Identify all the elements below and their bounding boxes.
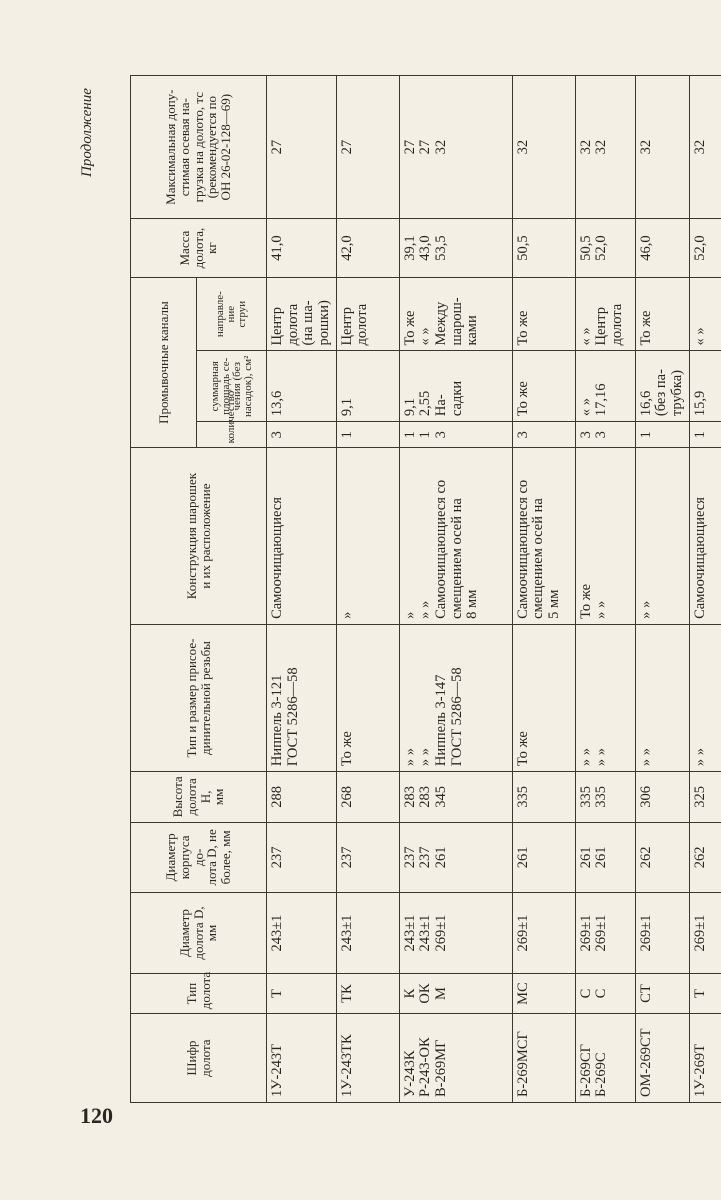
cell-mass bbox=[635, 219, 689, 278]
cell-count bbox=[512, 422, 575, 448]
cell-mass bbox=[336, 219, 399, 278]
cell-line: 41,0 bbox=[269, 235, 285, 261]
cell-diameter bbox=[689, 893, 721, 974]
cell-line: рошки) bbox=[315, 300, 332, 346]
cell-line: (без па- bbox=[653, 369, 670, 417]
cell-cones bbox=[399, 448, 512, 625]
header-type: Тип долота bbox=[131, 973, 267, 1013]
cell-line: 283 bbox=[417, 785, 434, 808]
cell-thread bbox=[689, 624, 721, 771]
cell-direction bbox=[336, 277, 399, 351]
cell-type bbox=[512, 973, 575, 1013]
cell-line: 52,0 bbox=[691, 235, 708, 261]
cell-line: 16,6 bbox=[637, 390, 654, 417]
cell-line: 262 bbox=[691, 846, 708, 869]
cell-line: Ниппель 3-121 bbox=[269, 674, 285, 767]
cell-code bbox=[635, 1014, 689, 1103]
cell-code bbox=[336, 1014, 399, 1103]
cell-line: 15,9 bbox=[691, 390, 708, 417]
cell-line: 32 bbox=[691, 139, 708, 155]
cell-line: Т bbox=[691, 989, 708, 998]
table-row bbox=[575, 76, 635, 1103]
cell-diameter bbox=[267, 893, 337, 974]
cell-type bbox=[399, 973, 512, 1013]
cell-line: 335 bbox=[514, 785, 531, 808]
cell-line: Р-243-ОК bbox=[417, 1037, 434, 1097]
cell-line: 335 bbox=[577, 785, 594, 808]
cell-line: 52,0 bbox=[593, 235, 610, 261]
cell-line: 1У-243ТК bbox=[338, 1034, 355, 1097]
header-channels-group: Промывочные каналы bbox=[131, 277, 197, 447]
header-body-diameter: Диаметр корпуса до- лота D, не более, мм bbox=[131, 822, 267, 893]
cell-thread bbox=[575, 624, 635, 771]
cell-cones bbox=[267, 448, 337, 625]
cell-line: 1 bbox=[401, 431, 418, 439]
cell-diameter bbox=[575, 893, 635, 974]
cell-area bbox=[689, 351, 721, 422]
cell-body-diameter bbox=[336, 822, 399, 893]
cell-count bbox=[267, 422, 337, 448]
cell-line: » » bbox=[637, 748, 654, 767]
cell-line: « » bbox=[577, 397, 594, 417]
cell-line: » » bbox=[593, 748, 610, 767]
cell-line: ГОСТ 5286—58 bbox=[448, 667, 465, 767]
cell-load bbox=[399, 76, 512, 219]
cell-line: 27 bbox=[401, 139, 418, 155]
cell-line: 237 bbox=[401, 846, 418, 869]
cell-line: 335 bbox=[593, 785, 610, 808]
cell-line: 243±1 bbox=[401, 914, 418, 952]
cell-line: » bbox=[401, 611, 418, 619]
cell-line: » » bbox=[593, 600, 610, 619]
cell-line: 243±1 bbox=[338, 914, 355, 952]
cell-line: 325 bbox=[691, 785, 708, 808]
cell-line: 261 bbox=[577, 846, 594, 869]
cell-line: ТК bbox=[338, 984, 355, 1003]
cell-count bbox=[575, 422, 635, 448]
cell-thread bbox=[336, 624, 399, 771]
cell-direction bbox=[689, 277, 721, 351]
cell-line: 3 bbox=[593, 431, 610, 439]
cell-height bbox=[336, 772, 399, 822]
cell-line: » bbox=[338, 611, 355, 619]
cell-load bbox=[635, 76, 689, 219]
cell-line: То же bbox=[577, 583, 594, 619]
cell-line: 237 bbox=[338, 846, 355, 869]
cell-line: 288 bbox=[269, 785, 285, 808]
cell-height bbox=[635, 772, 689, 822]
cell-line: 3 bbox=[577, 431, 594, 439]
cell-load bbox=[336, 76, 399, 219]
cell-line: 1 bbox=[691, 431, 708, 439]
cell-line: То же bbox=[401, 310, 418, 346]
cell-body-diameter bbox=[267, 822, 337, 893]
cell-line: 32 bbox=[577, 139, 594, 155]
cell-line: 43,0 bbox=[417, 235, 434, 261]
cell-line: 27 bbox=[269, 139, 285, 155]
cell-line: 13,6 bbox=[269, 390, 285, 417]
cell-line: Б-269СГ bbox=[577, 1044, 594, 1097]
cell-line: В-269МГ bbox=[432, 1039, 449, 1097]
cell-load bbox=[512, 76, 575, 219]
table-row bbox=[267, 76, 337, 1103]
cell-code bbox=[267, 1014, 337, 1103]
table-body bbox=[267, 76, 721, 1103]
cell-line: С bbox=[577, 988, 594, 999]
cell-load bbox=[267, 76, 337, 219]
cell-line: 269±1 bbox=[432, 914, 449, 952]
cell-mass bbox=[399, 219, 512, 278]
cell-cones bbox=[575, 448, 635, 625]
cell-line: МС bbox=[514, 982, 531, 1005]
cell-height bbox=[575, 772, 635, 822]
cell-load bbox=[575, 76, 635, 219]
cell-line: долота bbox=[608, 303, 625, 346]
cell-mass bbox=[575, 219, 635, 278]
cell-line: 269±1 bbox=[637, 914, 654, 952]
cell-cones bbox=[512, 448, 575, 625]
cell-height bbox=[267, 772, 337, 822]
cell-line: 27 bbox=[417, 139, 434, 155]
cell-line: (на ша- bbox=[300, 300, 317, 346]
cell-line: На- bbox=[432, 394, 449, 417]
cell-mass bbox=[267, 219, 337, 278]
cell-cones bbox=[689, 448, 721, 625]
cell-line: Б-269МСГ bbox=[514, 1031, 531, 1097]
cell-area bbox=[575, 351, 635, 422]
cell-line: » » bbox=[637, 600, 654, 619]
cell-line: 262 bbox=[637, 846, 654, 869]
cell-line: Т bbox=[269, 989, 285, 998]
cell-type bbox=[267, 973, 337, 1013]
cell-thread bbox=[399, 624, 512, 771]
cell-direction bbox=[267, 277, 337, 351]
cell-line: долота bbox=[354, 303, 371, 346]
cell-line: Самоочищающиеся со bbox=[514, 479, 531, 619]
cell-body-diameter bbox=[399, 822, 512, 893]
cell-area bbox=[512, 351, 575, 422]
cell-line: смещением осей на bbox=[448, 498, 465, 619]
cell-line: 9,1 bbox=[401, 397, 418, 417]
cell-line: 1 bbox=[637, 431, 654, 439]
cell-line: » » bbox=[577, 748, 594, 767]
cell-line: 17,16 bbox=[593, 383, 610, 417]
cell-diameter bbox=[336, 893, 399, 974]
table-row bbox=[635, 76, 689, 1103]
cell-direction bbox=[575, 277, 635, 351]
cell-line: 243±1 bbox=[269, 914, 285, 952]
header-channels-area: суммарная площадь се- чения (без насадок), см² bbox=[197, 351, 267, 422]
cell-type bbox=[336, 973, 399, 1013]
cell-line: Ниппель 3-147 bbox=[432, 674, 449, 767]
cell-line: 237 bbox=[269, 846, 285, 869]
cell-line: 269±1 bbox=[593, 914, 610, 952]
cell-type bbox=[689, 973, 721, 1013]
header-channels-count: количество bbox=[197, 422, 267, 448]
cell-line: 1У-243Т bbox=[269, 1044, 285, 1097]
cell-line: 46,0 bbox=[637, 235, 654, 261]
cell-line: У-243К bbox=[401, 1050, 418, 1097]
cell-line: То же bbox=[338, 731, 355, 767]
cell-diameter bbox=[635, 893, 689, 974]
cell-area bbox=[399, 351, 512, 422]
cell-line: 283 bbox=[401, 785, 418, 808]
cell-line: Самоочищающиеся bbox=[691, 497, 708, 619]
cell-line: 3 bbox=[269, 431, 285, 439]
cell-height bbox=[512, 772, 575, 822]
cell-line: 9,1 bbox=[338, 397, 355, 417]
header-thread: Тип и размер присое- динительной резьбы bbox=[131, 624, 267, 771]
cell-line: долота bbox=[284, 303, 301, 346]
cell-line: ОМ-269СТ bbox=[637, 1028, 654, 1097]
cell-area bbox=[267, 351, 337, 422]
cell-line: То же bbox=[514, 381, 531, 417]
cell-code bbox=[399, 1014, 512, 1103]
cell-thread bbox=[635, 624, 689, 771]
table-rotation-frame bbox=[130, 75, 708, 1103]
cell-line: 3 bbox=[432, 431, 449, 439]
cell-height bbox=[399, 772, 512, 822]
cell-line: 3 bbox=[514, 431, 531, 439]
cell-line: » » bbox=[417, 600, 434, 619]
cell-line: То же bbox=[514, 731, 531, 767]
cell-line: 269±1 bbox=[514, 914, 531, 952]
cell-line: 1 bbox=[417, 431, 434, 439]
cell-line: ками bbox=[464, 315, 481, 346]
cell-cones bbox=[336, 448, 399, 625]
cell-body-diameter bbox=[512, 822, 575, 893]
cell-line: шарош- bbox=[448, 297, 465, 346]
cell-line: Центр bbox=[593, 307, 610, 346]
cell-type bbox=[575, 973, 635, 1013]
header-channels-direction: направле- ние струи bbox=[197, 277, 267, 351]
cell-line: ГОСТ 5286—58 bbox=[284, 667, 301, 767]
cell-line: 269±1 bbox=[691, 914, 708, 952]
cell-body-diameter bbox=[635, 822, 689, 893]
cell-line: 237 bbox=[417, 846, 434, 869]
cell-line: 32 bbox=[593, 139, 610, 155]
header-max-load: Максимальная допу- стимая осевая на- грузка на долото, тс (рекомендуется по ОН 26-02-128—69) bbox=[131, 76, 267, 219]
cell-mass bbox=[689, 219, 721, 278]
cell-count bbox=[399, 422, 512, 448]
cell-line: трубка) bbox=[668, 369, 685, 417]
page-number: 120 bbox=[80, 1103, 113, 1128]
header-cones: Конструкция шарошек и их расположение bbox=[131, 448, 267, 625]
header-height: Высота долота H, мм bbox=[131, 772, 267, 822]
cell-line: К bbox=[401, 988, 418, 999]
cell-line: 243±1 bbox=[417, 914, 434, 952]
drill-bits-table bbox=[130, 75, 721, 1103]
cell-line: » » bbox=[417, 748, 434, 767]
cell-line: 8 мм bbox=[464, 589, 481, 619]
cell-line: 261 bbox=[514, 846, 531, 869]
cell-code bbox=[575, 1014, 635, 1103]
cell-diameter bbox=[512, 893, 575, 974]
cell-line: 1У-269Т bbox=[691, 1044, 708, 1097]
cell-area bbox=[336, 351, 399, 422]
cell-line: » » bbox=[401, 748, 418, 767]
header-diameter: Диаметр долота D, мм bbox=[131, 893, 267, 974]
cell-line: То же bbox=[637, 310, 654, 346]
cell-line: Между bbox=[432, 301, 449, 346]
cell-line: Самоочищающиеся bbox=[269, 497, 285, 619]
cell-direction bbox=[635, 277, 689, 351]
cell-line: 2,55 bbox=[417, 390, 434, 417]
cell-type bbox=[635, 973, 689, 1013]
table-row bbox=[336, 76, 399, 1103]
cell-thread bbox=[512, 624, 575, 771]
cell-line: 269±1 bbox=[577, 914, 594, 952]
cell-line: 50,5 bbox=[514, 235, 531, 261]
cell-load bbox=[689, 76, 721, 219]
cell-line: « » bbox=[691, 327, 708, 346]
table-row bbox=[689, 76, 721, 1103]
cell-line: 42,0 bbox=[338, 235, 355, 261]
cell-count bbox=[336, 422, 399, 448]
header-code: Шифр долота bbox=[131, 1014, 267, 1103]
cell-line: 1 bbox=[338, 431, 355, 439]
cell-diameter bbox=[399, 893, 512, 974]
cell-line: 345 bbox=[432, 785, 449, 808]
cell-line: 261 bbox=[432, 846, 449, 869]
cell-line: 261 bbox=[593, 846, 610, 869]
cell-line: Самоочищающиеся со bbox=[432, 479, 449, 619]
cell-line: 32 bbox=[637, 139, 654, 155]
table-row bbox=[399, 76, 512, 1103]
cell-line: Б-269С bbox=[593, 1052, 610, 1097]
cell-line: Центр bbox=[269, 307, 285, 346]
cell-count bbox=[635, 422, 689, 448]
cell-line: » » bbox=[691, 748, 708, 767]
cell-count bbox=[689, 422, 721, 448]
header-mass: Масса долота, кг bbox=[131, 219, 267, 278]
continuation-label: Продолжение bbox=[79, 88, 95, 178]
cell-height bbox=[689, 772, 721, 822]
cell-line: 39,1 bbox=[401, 235, 418, 261]
cell-thread bbox=[267, 624, 337, 771]
cell-line: « » bbox=[417, 327, 434, 346]
cell-line: 27 bbox=[338, 139, 355, 155]
cell-line: смещением осей на bbox=[530, 498, 547, 619]
cell-line: С bbox=[593, 988, 610, 999]
cell-line: « » bbox=[577, 327, 594, 346]
cell-line: 53,5 bbox=[432, 235, 449, 261]
cell-cones bbox=[635, 448, 689, 625]
cell-code bbox=[689, 1014, 721, 1103]
cell-line: 32 bbox=[432, 139, 449, 155]
cell-line: 5 мм bbox=[545, 589, 562, 619]
cell-line: То же bbox=[514, 310, 531, 346]
cell-line: 32 bbox=[514, 139, 531, 155]
cell-direction bbox=[399, 277, 512, 351]
cell-direction bbox=[512, 277, 575, 351]
cell-line: М bbox=[432, 987, 449, 1001]
cell-line: садки bbox=[448, 380, 465, 417]
rotated-table-container bbox=[130, 75, 708, 1103]
cell-line: 268 bbox=[338, 785, 355, 808]
cell-code bbox=[512, 1014, 575, 1103]
cell-mass bbox=[512, 219, 575, 278]
cell-area bbox=[635, 351, 689, 422]
cell-body-diameter bbox=[575, 822, 635, 893]
cell-line: Центр bbox=[338, 307, 355, 346]
cell-line: ОК bbox=[417, 983, 434, 1004]
cell-line: СТ bbox=[637, 984, 654, 1003]
table-row bbox=[512, 76, 575, 1103]
cell-body-diameter bbox=[689, 822, 721, 893]
cell-line: 306 bbox=[637, 785, 654, 808]
cell-line: 50,5 bbox=[577, 235, 594, 261]
